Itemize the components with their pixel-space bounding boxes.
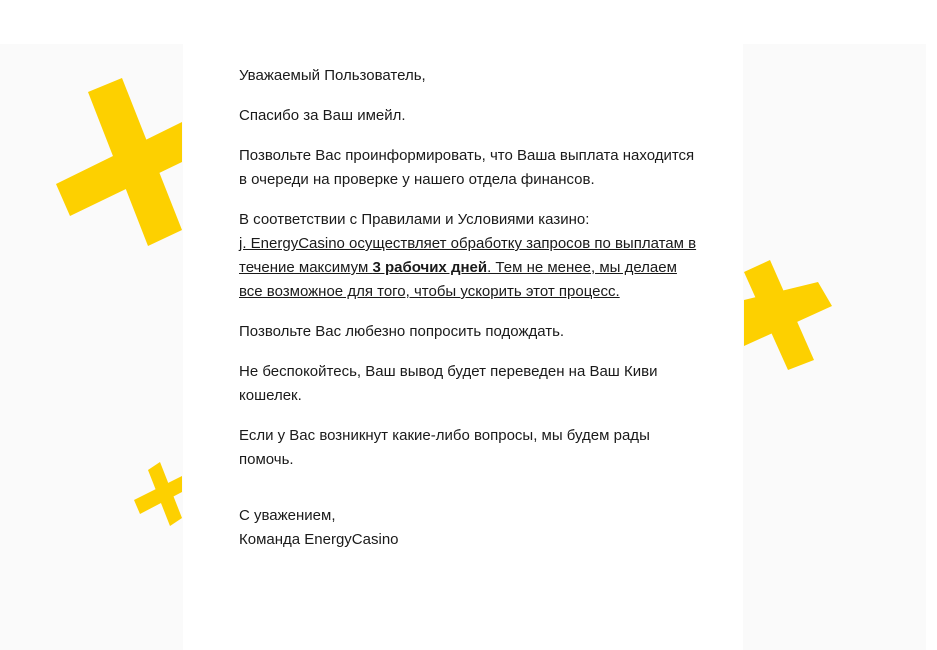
thanks-line: Спасибо за Ваш имейл. <box>239 107 406 124</box>
email-body <box>239 64 699 568</box>
yellow-cross-icon <box>744 260 832 370</box>
terms-intro: В соответствии с Правилами и Условиями казино: <box>239 211 590 228</box>
processing-time: 3 рабочих дней <box>372 259 488 276</box>
terms-paragraph <box>239 208 699 304</box>
signoff <box>239 504 699 552</box>
greeting: Уважаемый Пользователь, <box>239 67 426 84</box>
terms-link[interactable]: j. EnergyCasino осуществляет обработку запросов по выплатам в течение максимум 3 рабочих дней. Тем не менее, мы делаем все возможное для того, чтобы ускорить этот процесс. <box>239 235 697 300</box>
signature: Команда EnergyCasino <box>239 531 399 548</box>
wait-request: Позвольте Вас любезно попросить подождать. <box>239 323 565 340</box>
yellow-cross-icon <box>56 78 182 246</box>
yellow-cross-icon <box>134 462 182 526</box>
queue-notice: Позвольте Вас проинформировать, что Ваша выплата находится в очереди на проверке у нашего отдела финансов. <box>239 147 695 188</box>
qiwi-notice: Не беспокойтесь, Ваш вывод будет переведен на Ваш Киви кошелек. <box>239 363 658 404</box>
regards: С уважением, <box>239 507 336 524</box>
help-offer: Если у Вас возникнут какие-либо вопросы, мы будем рады помочь. <box>239 427 650 468</box>
